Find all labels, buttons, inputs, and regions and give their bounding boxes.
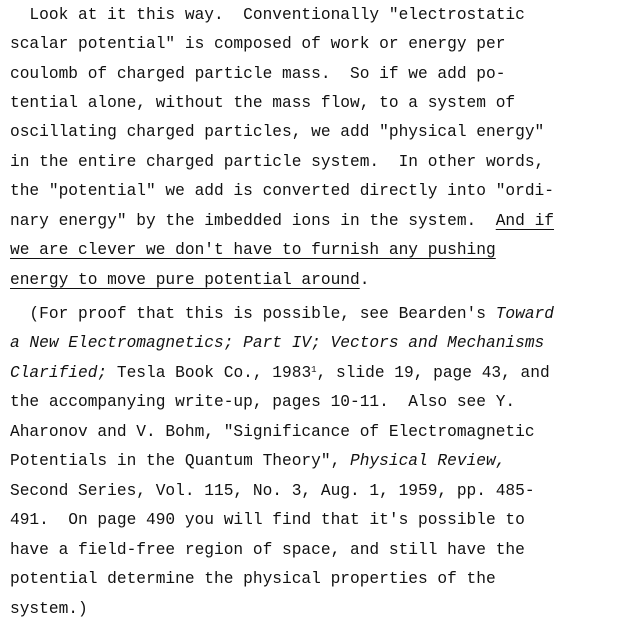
book-title-end: Clarified; [10, 364, 108, 382]
para2-line-8: 491. On page 490 you will find that it's possible to [10, 511, 525, 529]
para2-line-11: system.) [10, 600, 88, 618]
para2-line-6-text: Potentials in the Quantum Theory", [10, 452, 350, 470]
para2-line-6 [10, 449, 505, 473]
para1-period: . [359, 271, 370, 289]
para2-line-3-text: Tesla Book Co., 1983 [107, 364, 312, 382]
para1-line-10 [10, 268, 369, 292]
para1-line-7: the "potential" we add is converted directly into "ordi- [10, 182, 554, 200]
para1-line-3: coulomb of charged particle mass. So if we add po- [10, 65, 506, 83]
para1-line-2: scalar potential" is composed of work or energy per [10, 35, 506, 53]
para2-line-10: potential determine the physical properties of the [10, 570, 496, 588]
para1-line-4: tential alone, without the mass flow, to a system of [10, 94, 516, 112]
para1-line-6: in the entire charged particle system. In other words, [10, 153, 545, 171]
para2-line-2-book-title: a New Electromagnetics; Part IV; Vectors and Mechanisms [10, 334, 545, 352]
para1-line-9-underlined: we are clever we don't have to furnish any pushing [10, 241, 496, 259]
para2-line-1-text: (For proof that this is possible, see Bearden's [10, 305, 496, 323]
para1-line-8 [10, 209, 554, 233]
para2-line-1 [10, 302, 554, 326]
para1-line-8-text: nary energy" by the imbedded ions in the system. [10, 212, 496, 230]
book-title-start: Toward [495, 305, 555, 323]
underlined-phrase-start: And if [495, 212, 555, 230]
para1-line-5: oscillating charged particles, we add "physical energy" [10, 123, 545, 141]
para2-line-5: Aharonov and V. Bohm, "Significance of Electromagnetic [10, 423, 535, 441]
footnote-marker: 1 [311, 365, 317, 375]
para2-line-7: Second Series, Vol. 115, No. 3, Aug. 1, 1959, pp. 485- [10, 482, 535, 500]
journal-title: Physical Review, [350, 452, 506, 470]
para2-line-3-rest: , slide 19, page 43, and [316, 364, 550, 382]
para1-line-1: Look at it this way. Conventionally "electrostatic [10, 6, 525, 24]
underlined-phrase-end: energy to move pure potential around [10, 271, 360, 289]
para2-line-9: have a field-free region of space, and still have the [10, 541, 525, 559]
para2-line-4: the accompanying write-up, pages 10-11. Also see Y. [10, 393, 516, 411]
para2-line-3 [10, 361, 550, 385]
